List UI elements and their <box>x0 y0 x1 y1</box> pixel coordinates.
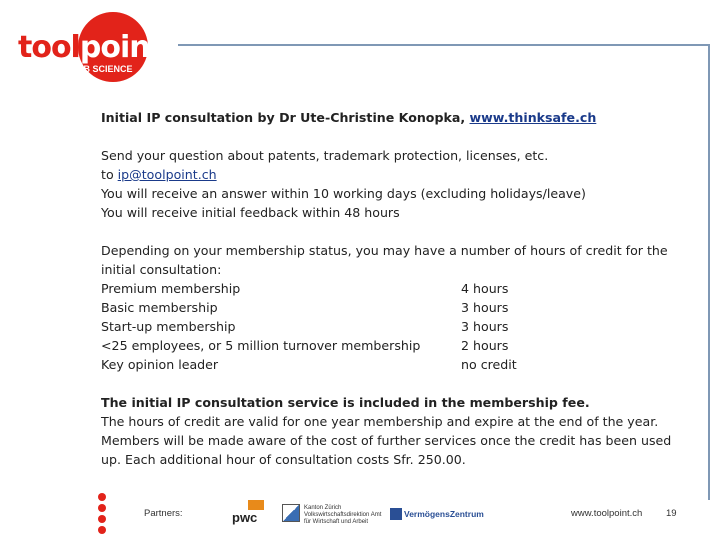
zurich-crest-icon <box>282 504 300 522</box>
intro-line: You will receive an answer within 10 working days (excluding holidays/leave) <box>101 186 586 201</box>
pwc-logo[interactable]: pwc <box>230 500 270 524</box>
dot-icon <box>98 493 106 501</box>
credit-block <box>101 241 701 374</box>
credit-value: 3 hours <box>461 300 509 315</box>
intro-line: You will receive initial feedback within 48 hours <box>101 205 400 220</box>
credit-value: 3 hours <box>461 319 509 334</box>
closing-block <box>101 393 701 469</box>
logo-wordmark: toolpoint <box>18 30 163 65</box>
footer-url[interactable]: www.toolpoint.ch <box>571 508 643 519</box>
credit-value: 4 hours <box>461 281 509 296</box>
dot-icon <box>98 504 106 512</box>
dot-icon <box>98 526 106 534</box>
credit-intro: Depending on your membership status, you may have a number of hours of credit for the initial consultation: <box>101 243 668 277</box>
closing-body: The hours of credit are valid for one year membership and expire at the end of the year. Members will be made aware of the cost of further services once the credit has been used up. Each additional hour of consultation costs Sfr. 250.00. <box>101 414 672 467</box>
slide-frame-top <box>178 44 710 46</box>
logo-tagline: FOR LAB SCIENCE <box>50 64 133 74</box>
credit-value: no credit <box>461 357 517 372</box>
zurich-logo[interactable]: Kanton Zürich Volkswirtschaftsdirektion Amt für Wirtschaft und Arbeit <box>282 500 382 524</box>
credit-label: Key opinion leader <box>101 357 219 372</box>
intro-line: to ip@toolpoint.ch <box>101 167 217 182</box>
credit-row <box>101 317 701 336</box>
closing-bold: The initial IP consultation service is included in the membership fee. <box>101 395 590 410</box>
credit-value: 2 hours <box>461 338 509 353</box>
credit-row <box>101 355 701 374</box>
slide-content <box>101 108 701 469</box>
page-title: Initial IP consultation by Dr Ute-Christine Konopka, www.thinksafe.ch <box>101 110 597 125</box>
footer-dots <box>98 493 106 537</box>
toolpoint-logo[interactable] <box>18 12 178 82</box>
credit-row <box>101 336 701 355</box>
slide-frame-right <box>708 44 710 500</box>
credit-label: Basic membership <box>101 300 218 315</box>
credit-label: Start-up membership <box>101 319 236 334</box>
footer <box>0 490 720 540</box>
credit-label: <25 employees, or 5 million turnover membership <box>101 338 421 353</box>
dot-icon <box>98 515 106 523</box>
thinksafe-link[interactable]: www.thinksafe.ch <box>469 110 597 125</box>
page-number: 19 <box>666 508 677 519</box>
vz-mark-icon <box>390 508 402 520</box>
email-link[interactable]: ip@toolpoint.ch <box>117 167 217 182</box>
pwc-mark-icon <box>248 500 264 510</box>
credit-row <box>101 279 701 298</box>
vz-logo[interactable]: VermögensZentrum <box>390 500 482 524</box>
credit-label: Premium membership <box>101 281 241 296</box>
intro-block <box>101 146 701 222</box>
intro-line: Send your question about patents, trademark protection, licenses, etc. <box>101 148 549 163</box>
partners-label: Partners: <box>144 508 183 519</box>
credit-row <box>101 298 701 317</box>
